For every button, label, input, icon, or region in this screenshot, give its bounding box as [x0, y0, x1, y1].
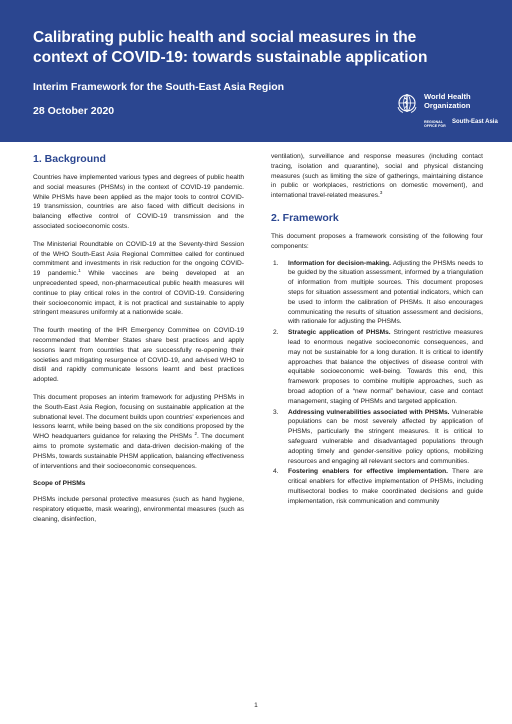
left-column — [33, 152, 244, 533]
footnote-ref-2: 2 — [194, 430, 197, 436]
document-title: Calibrating public health and social measures in the context of COVID-19: towards sustainable application — [33, 29, 428, 66]
page-number: 1 — [254, 702, 258, 709]
document-subtitle: Interim Framework for the South-East Asia Region — [33, 81, 285, 93]
who-region: South-East Asia — [452, 119, 498, 125]
right-column — [271, 152, 483, 508]
framework-intro: This document proposes a framework consisting of the following four components: — [271, 232, 483, 250]
framework-list — [271, 259, 483, 507]
who-emblem-icon — [396, 92, 418, 114]
background-paragraph-1: Countries have implemented various types and degrees of public health and social measures (PHSMs) in the context of COVID-19 pandemic. While PHSMs have been applied as the major tools to control COVID-19 transmission, countries are also faced with difficult decisions in balancing effective control of COVID-19 transmission and the associated socioeconomic costs. — [33, 174, 244, 230]
background-paragraph-4: This document proposes an interim framework for adjusting PHSMs in the South-East Asia Region, focusing on sustainable application at the subnational level. The document builds upon countries' experiences and lessons learnt, while being based on the six conditions proposed by the WHO headquarters guidance for relaxing the PHSMs $^2$. The document aims to promote systematic and data-driven decision-making of the PHSMs, towards sustainable PHSM application, balancing effectiveness of interventions and their socioeconomic consequences. — [33, 393, 244, 470]
who-tagline: REGIONAL OFFICE FOR — [424, 120, 446, 128]
framework-item: 4. Fostering enablers for effective implementation. There are critical enablers for effective implementation of PHSMs, including multisectoral bodies to make coordinated decisions and guide implementation, risk communication and community — [273, 468, 483, 505]
document-date: 28 October 2020 — [33, 105, 115, 117]
who-logo — [396, 92, 506, 132]
background-paragraph-3: The fourth meeting of the IHR Emergency Committee on COVID-19 recommended that Member States share best practices and apply lessons learnt from countries that are successfully re-opening their societies and mitigating resurgence of COVID-19, and advised WHO to distil and rapidly communicate lessons learnt and best practices adopted. — [33, 327, 244, 384]
who-name: World Health Organization — [424, 92, 471, 110]
footnote-ref-1: 1 — [78, 267, 81, 273]
scope-paragraph: PHSMs include personal protective measures (such as hand hygiene, respiratory etiquette, mask wearing), environmental measures (such as cleaning, disinfection, — [33, 496, 244, 523]
document-header — [0, 0, 512, 142]
scope-heading: Scope of PHSMs — [33, 480, 86, 488]
framework-item: 1. Information for decision-making. Adjusting the PHSMs needs to be guided by the situation assessment, informed by a triangulation of information from multiple sources. This document proposes steps for situation assessment and potential indicators, which can be used to inform the calibration of PHSMs. It also encourages communicating the results of situation assessment and decisions, with rationale for adjusting the PHSMs. — [273, 259, 483, 326]
background-paragraph-2: The Ministerial Roundtable on COVID-19 at the Seventy-third Session of the WHO South-East Asia Regional Committee called for continued commitment and investments in risk reduction for the ongoing COVID-19 pandemic.$^1$ While vaccines are being developed at an unprecedented speed, non-pharmaceutical public health measures will continue to play critical roles in the control of COVID-19. Considering their socioeconomic impact, it is not practical and sustainable to apply stringent measures uniformly at a nationwide scale. — [33, 240, 244, 317]
framework-item: 2. Strategic application of PHSMs. Stringent restrictive measures lead to enormous negative socioeconomic consequences, and may not be sustainable for a long duration. It is critical to identify approaches that balance the objectives of disease control with equitable socioeconomic well-being. Towards this end, this framework proposes to combine multiple approaches, such as broad adoption of a “new normal” behaviour, case and contact management, staging of PHSMs and targeted application. — [273, 329, 483, 405]
background-heading: 1. Background — [33, 153, 106, 165]
footnote-ref-3: 3 — [379, 190, 383, 195]
framework-item: 3. Addressing vulnerabilities associated with PHSMs. Vulnerable populations can be most severely affected by application of PHSMs, particularly the stringent measures. It is critical to safeguard vulnerable and disadvantaged populations through adopting timely and gender-sensitive policy options, mobilizing resources and engaging all relevant sectors and communities. — [273, 408, 483, 465]
scope-paragraph-continued: ventilation), surveillance and response measures (including contact tracing, isolation and quarantine), social and physical distancing measures (such as limiting the size of gatherings, maintaining distance in public or workplaces, restrictions on domestic movement), and international travel-related measures.$^3$ — [271, 153, 483, 200]
framework-heading: 2. Framework — [271, 211, 339, 224]
